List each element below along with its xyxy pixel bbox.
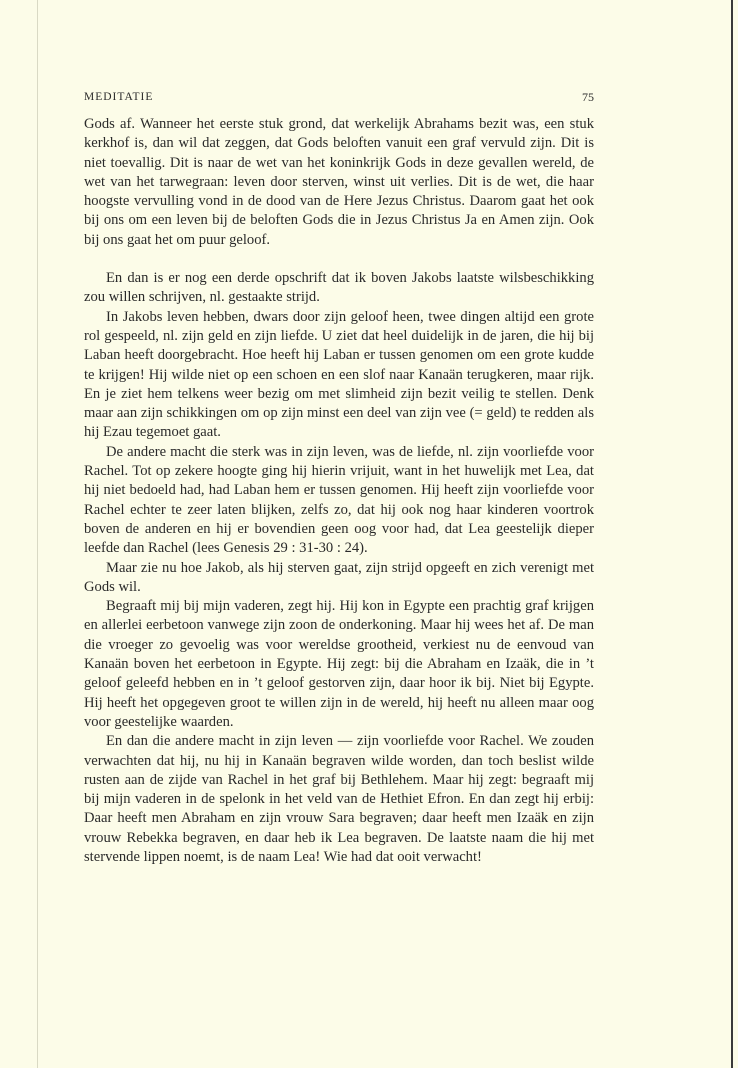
paragraph-money-and-love: In Jakobs leven hebben, dwars door zijn geloof heen, twee dingen altijd een grote rol gespeeld, nl. zijn geld en zijn liefde. U ziet dat heel duidelijk in de jaren, die hij bij Laban heeft doorgebracht. Hoe heeft hij Laban er tussen genomen om een grote kudde te krijgen! Hij wilde niet op een schoen en een slof naar Kanaän terugkeren, maar rijk. En je ziet hem telkens weer bezig om met slimheid zijn bezit veilig te stellen. Denk maar aan zijn schikkingen om op zijn minst een deel van zijn vee (= geld) te redden als hij Ezau tegemoet gaat. [84,308,594,441]
paragraph-love-for-rachel: De andere macht die sterk was in zijn leven, was de liefde, nl. zijn voorliefde voor Rachel. Tot op zekere hoogte ging hij hierin vrijuit, want in het huwelijk met Lea, dat hij niet bedoeld had, had Laban hem er tussen genomen. Hij heeft zijn voorliefde voor Rachel echter te zeer laten blijken, zelfs zo, dat hij ook nog haar kinderen voortrok boven de anderen en hij er bovendien geen oog voor had, dat Lea geestelijk dieper leefde dan Rachel (lees Genesis 29 : 31-30 : 24). [84,443,594,557]
page-header [84,88,594,106]
page-edge-left [37,0,38,1068]
page-number: 75 [582,90,594,104]
paragraph-other-power: En dan die andere macht in zijn leven — zijn voorliefde voor Rachel. We zouden verwachten dat hij, nu hij in Kanaän begraven wilde worden, dan toch beslist wilde rusten aan de zijde van Rachel in het graf bij Bethlehem. Maar hij zegt: begraaft mij bij mijn vaderen in de spelonk in het veld van de Hethiet Efron. En dan zegt hij erbij: Daar heeft men Abraham en zijn vrouw Sara begraven; daar heeft men Izaäk en zijn vrouw Rebekka begraven, en daar heb ik Lea begraven. De laatste naam die hij met stervende lippen noemt, is de naam Lea! Wie had dat ooit verwacht! [84,733,594,865]
body-text [84,115,594,867]
paragraph-third-inscription: En dan is er nog een derde opschrift dat ik boven Jakobs laatste wilsbeschikking zou willen schrijven, nl. gestaakte strijd. [84,270,594,306]
running-head: MEDITATIE [84,91,154,103]
paragraph-gives-up-strife: Maar zie nu hoe Jakob, als hij sterven gaat, zijn strijd opgeeft en zich verenigt met Gods wil. [84,559,594,595]
page-edge-right [731,0,733,1068]
paragraph-continuation: Gods af. Wanneer het eerste stuk grond, dat werkelijk Abrahams bezit was, een stuk kerkhof is, dan wil dat zeggen, dat Gods beloften vanuit een graf vervuld zijn. Dit is niet toevallig. Dit is naar de wet van het koninkrijk Gods in deze gevallen wereld, de wet van het tarwegraan: leven door sterven, winst uit verlies. Dit is de wet, die haar hoogste vervulling vond in de dood van de Here Jezus Christus. Daarom gaat het ook bij ons om een leven bij de beloften Gods die in Jezus Christus Ja en Amen zijn. Ook bij ons gaat het om puur geloof. [84,116,594,248]
paragraph-bury-me: Begraaft mij bij mijn vaderen, zegt hij. Hij kon in Egypte een prachtig graf krijgen en allerlei eerbetoon vanwege zijn zoon de onderkoning. Maar hij wees het af. De man die vroeger zo gevoelig was voor wereldse grootheid, verkiest nu de eenvoud van Kanaän boven het eerbetoon in Egypte. Hij zegt: bij die Abraham en Izaäk, die in ’t geloof geleefd hebben en in ’t geloof gestorven zijn, daar hoor ik bij. Niet bij Egypte. Hij heeft het opgegeven groot te willen zijn in de wereld, hij heeft nu alleen maar oog voor geestelijke waarden. [84,598,594,730]
